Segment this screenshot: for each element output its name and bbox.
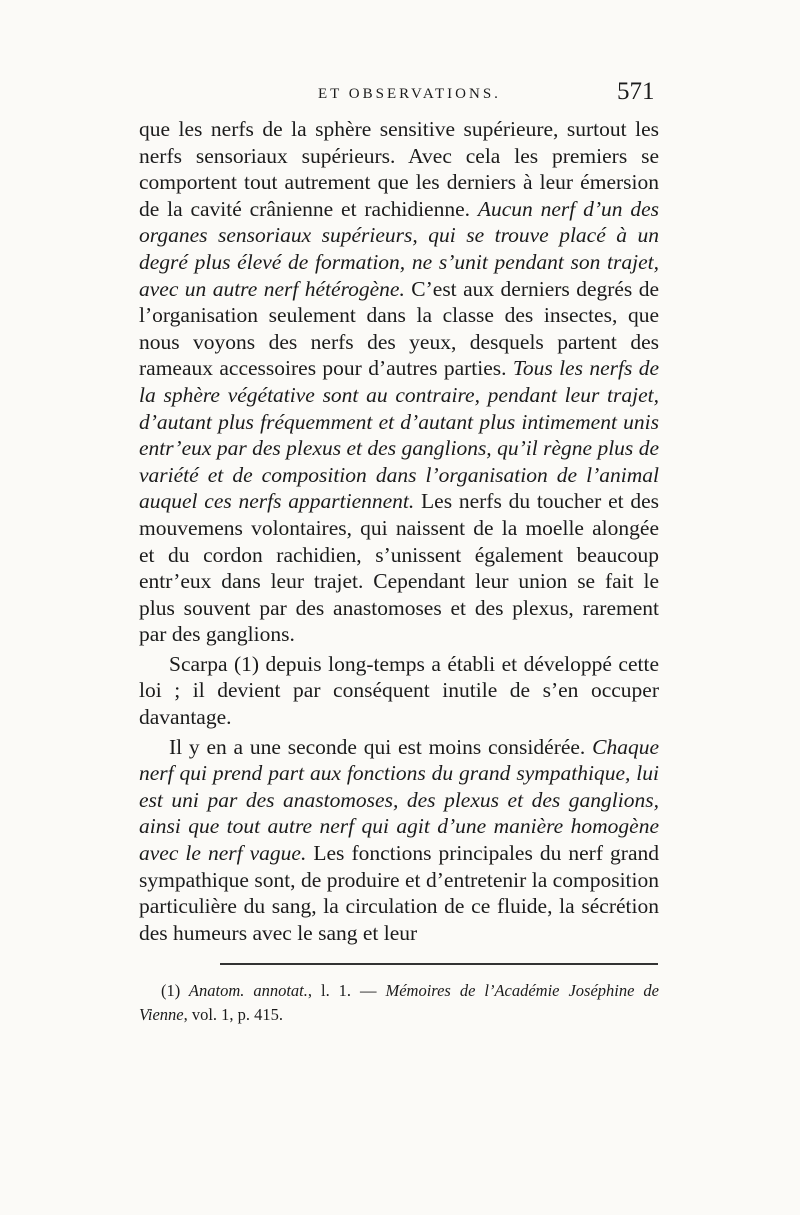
footnote-italic-text: Anatom. annotat. [180,981,308,1000]
footnote-divider [220,963,658,965]
footnote-text: , vol. 1, p. 415. [183,1005,284,1024]
text-run: Il y en a une seconde qui est moins considérée. [169,734,593,759]
footnote-italic-text: Mémoires de l’Académie Joséphine de Vienne [139,981,659,1024]
footnote-text: , l. 1. — [307,981,386,1000]
text-run: C’est aux derniers degrés de l’organisation seulement dans la classe des insectes, que nous voyons des nerfs des yeux, desquels partent des rameaux accessoires pour d’autres parties. [139,276,660,381]
paragraph [139,734,659,947]
italic-text: Chaque nerf qui prend part aux fonctions du grand sympathique, lui est uni par des anastomoses, des plexus et des ganglions, ainsi que tout autre nerf qui agit d’une manière homogène avec le nerf vague. [139,734,659,866]
paragraph [139,651,659,731]
text-run: Les nerfs du toucher et des mouvemens volontaires, qui naissent de la moelle alongée et du cordon rachidien, s’unissent également beaucoup entr’eux dans leur trajet. Cependant leur union se fait le plus souvent par des anastomoses et des plexus, rarement par des ganglions. [139,489,660,647]
page-number: 571 [617,78,655,105]
footnote [139,979,659,1027]
paragraph [139,116,659,648]
text-run: Scarpa (1) depuis long-temps a établi et développé cette loi ; il devient par conséquent inutile de s’en occuper davantage. [139,651,659,730]
italic-text: Tous les nerfs de la sphère végétative sont au contraire, pendant leur trajet, d’autant plus fréquemment et d’autant plus intimement unis entr’eux par des plexus et des ganglions, qu’il règne plus de variété et de composition dans l’organisation de l’animal auquel ces nerfs appartiennent. [139,356,659,514]
main-text [139,116,659,946]
running-title: ET OBSERVATIONS. [318,86,501,102]
text-run: Les fonctions principales du nerf grand sympathique sont, de produire et d’entretenir la composition particulière du sang, la circulation de ce fluide, la sécrétion des humeurs avec le sang et leur [139,841,659,945]
italic-text: Aucun nerf d’un des organes sensoriaux supérieurs, qui se trouve placé à un degré plus élevé de formation, ne s’unit pendant son trajet, avec un autre nerf hétérogène. [139,196,659,301]
text-run: que les nerfs de la sphère sensitive supérieure, surtout les nerfs sensoriaux supérieurs. Avec cela les premiers se comportent tout autrement que les derniers à leur émersion de la cavité crânienne et rachidienne. [139,117,659,221]
footnote-mark: (1) [161,981,181,1000]
